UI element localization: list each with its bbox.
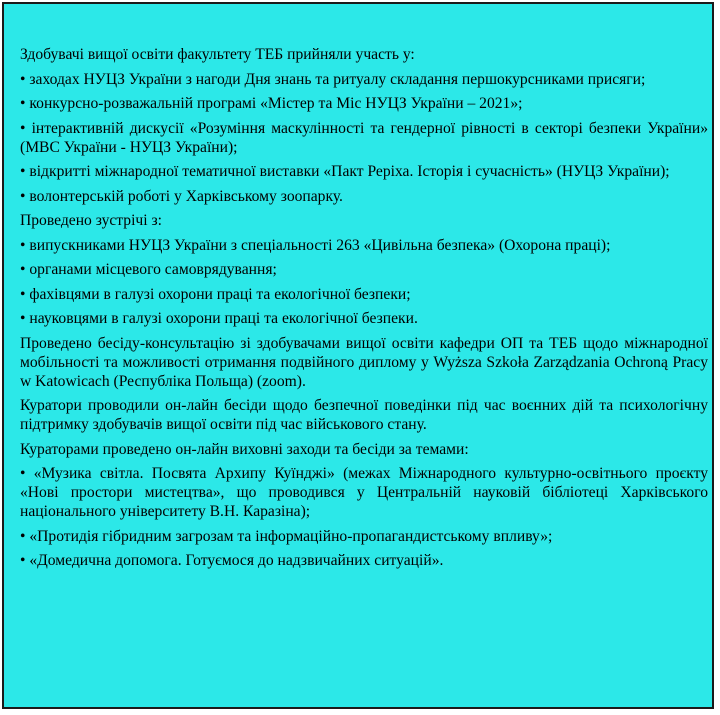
text-panel	[2, 2, 714, 709]
list-item: • випускниками НУЦЗ України з спеціальності 263 «Цивільна безпека» (Охорона праці);	[20, 236, 611, 254]
list-item: • «Протидія гібридним загрозам та інформаційно-пропагандистському впливу»;	[20, 527, 553, 545]
intro-events: Кураторами проведено он-лайн виховні заходи та бесіди за темами:	[20, 440, 469, 458]
consultation-paragraph: Проведено бесіду-консультацію зі здобувачами вищої освіти кафедри ОП та ТЕБ щодо міжнародної мобільності та можливості отримання подвійного диплому у Wyższa Szkoła Zarządzania Ochroną Pracy w Katowicach (Республіка Польща) (zoom).	[20, 334, 708, 390]
list-item: • фахівцями в галузі охорони праці та екологічної безпеки;	[20, 285, 411, 303]
intro-participation: Здобувачі вищої освіти факультету ТЕБ прийняли участь у:	[20, 46, 415, 63]
list-item: • волонтерській роботі у Харківському зоопарку.	[20, 187, 343, 205]
intro-meetings: Проведено зустрічі з:	[20, 212, 162, 229]
list-item: • органами місцевого самоврядування;	[20, 261, 277, 278]
list-item: • «Домедична допомога. Готуємося до надзвичайних ситуацій».	[20, 552, 444, 569]
list-item: • науковцями в галузі охорони праці та екологічної безпеки.	[20, 310, 418, 327]
curators-paragraph: Куратори проводили он-лайн бесіди щодо безпечної поведінки під час воєнних дій та психологічну підтримку здобувачів вищої освіти під час військового стану.	[20, 397, 708, 433]
list-item: • відкритті міжнародної тематичної виставки «Пакт Реріха. Історія і сучасність» (НУЦЗ України);	[20, 163, 670, 180]
list-item: • заходах НУЦЗ України з нагоди Дня знань та ритуалу складання першокурсниками присяги;	[20, 70, 646, 88]
list-item: • інтерактивній дискусії «Розуміння маскулінності та гендерної рівності в секторі безпеки України» (МВС України - НУЦЗ України);	[20, 119, 708, 156]
list-item: • «Музика світла. Посвята Архипу Куїнджі» (межах Міжнародного культурно-освітнього проєкту «Нові простори мистецтва», що проводився у Центральній науковій бібліотеці Харківського національного університету В.Н. Каразіна);	[20, 465, 708, 520]
list-item: • конкурсно-розважальній програмі «Містер та Міс НУЦЗ України – 2021»;	[20, 95, 523, 112]
document-body	[20, 45, 708, 576]
